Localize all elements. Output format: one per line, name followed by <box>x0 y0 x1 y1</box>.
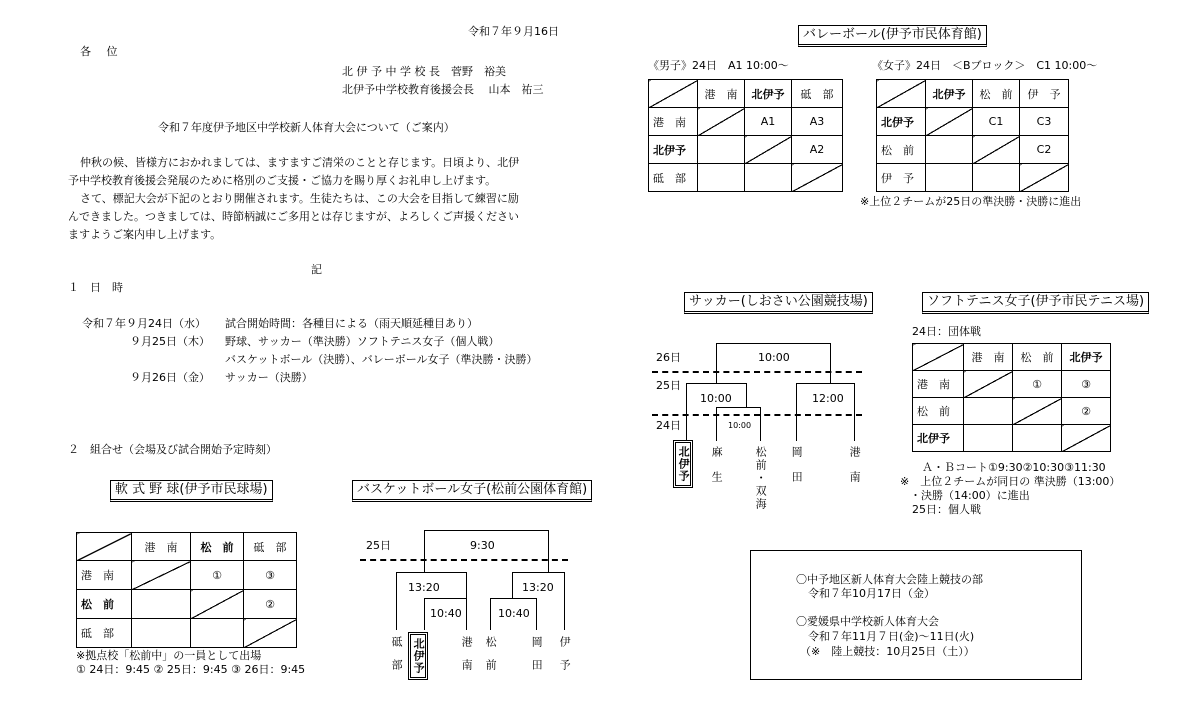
row-header: 松 前 <box>877 136 926 164</box>
soccer-day25: 25日 <box>656 379 681 392</box>
tennis-table <box>912 343 1111 452</box>
table-cell <box>973 164 1020 192</box>
schedule-date: 令和７年９月24日（水） <box>82 317 206 330</box>
volleyball-girls-table <box>876 79 1069 192</box>
row-header: 北伊予 <box>913 425 964 452</box>
notice-line: 〇中予地区新人体育大会陸上競技の部 <box>796 573 983 586</box>
col-header: 松 前 <box>191 533 244 561</box>
table-cell <box>964 398 1013 425</box>
table-cell: ③ <box>1062 371 1111 398</box>
table-cell: ③ <box>244 561 297 590</box>
basketball-sf1-time: 13:20 <box>408 581 440 594</box>
letter-sender-association: 北伊予中学校教育後援会長 山本 祐三 <box>342 83 544 96</box>
team-label-home: 北伊予 <box>408 632 428 680</box>
table-cell <box>964 425 1013 452</box>
table-cell: C3 <box>1020 108 1069 136</box>
table-cell <box>1013 398 1062 425</box>
row-header: 港 南 <box>77 561 132 590</box>
table-cell <box>698 136 745 164</box>
letter-ki: 記 <box>311 263 322 276</box>
team-label: 港南 <box>460 636 474 682</box>
table-cell <box>973 136 1020 164</box>
soccer-r1-time: 10:00 <box>728 421 752 430</box>
col-header: 港 南 <box>132 533 191 561</box>
row-header: 松 前 <box>77 590 132 619</box>
row-header: 砥 部 <box>77 619 132 648</box>
tennis-day25: 25日：個人戦 <box>912 503 981 516</box>
table-cell <box>1013 425 1062 452</box>
col-header: 港 南 <box>964 344 1013 371</box>
schedule-text: サッカー（決勝） <box>225 371 313 384</box>
team-label-home: 北伊予 <box>673 440 693 488</box>
table-cell <box>745 164 792 192</box>
volleyball-boys-heading: 《男子》24日 A1 10:00～ <box>648 59 789 72</box>
table-cell: ① <box>191 561 244 590</box>
schedule-text: 試合開始時間：各種目による（雨天順延種目あり） <box>225 317 478 330</box>
schedule-date: ９月25日（木） <box>130 335 210 348</box>
notice-line: 令和７年11月７日(金)～11日(火) <box>808 630 975 643</box>
table-cell: ② <box>244 590 297 619</box>
baseball-note: ※拠点校「松前中」の一員として出場 <box>76 649 262 662</box>
volleyball-girls-heading: 《女子》24日 ＜Bブロック＞ C1 10:00～ <box>872 59 1098 72</box>
team-label: 伊予 <box>558 636 572 682</box>
table-cell <box>745 136 792 164</box>
team-label: 松前 <box>484 636 498 682</box>
row-header: 松 前 <box>913 398 964 425</box>
row-header: 伊 予 <box>877 164 926 192</box>
soccer-sf1-time: 10:00 <box>700 392 732 405</box>
table-cell <box>926 136 973 164</box>
letter-body-line: んできました。つきましては、時節柄誠にご多用とは存じますが、よろしくご声援ください <box>68 210 519 223</box>
table-cell <box>926 164 973 192</box>
col-header: 北伊予 <box>1062 344 1111 371</box>
table-cell <box>132 561 191 590</box>
basketball-sf2-time: 13:20 <box>522 581 554 594</box>
letter-title: 令和７年度伊予地区中学校新人体育大会について（ご案内） <box>158 121 455 134</box>
volleyball-note: ※上位２チームが25日の準決勝・決勝に進出 <box>860 195 1082 208</box>
team-label: 麻生 <box>710 446 724 496</box>
soccer-sf2-time: 12:00 <box>812 392 844 405</box>
row-header: 北伊予 <box>877 108 926 136</box>
letter-sender-principal: 北 伊 予 中 学 校 長 菅野 裕美 <box>342 65 506 78</box>
team-label: 砥部 <box>390 636 404 682</box>
section-datetime-heading: １ 日 時 <box>68 281 123 294</box>
table-cell <box>698 164 745 192</box>
basketball-title: バスケットボール女子(松前公園体育館) <box>352 480 592 502</box>
table-cell: ① <box>1013 371 1062 398</box>
table-cell <box>698 108 745 136</box>
tennis-court-times: Ａ・Ｂコート①9:30②10:30③11:30 <box>922 461 1106 474</box>
volleyball-boys-table <box>648 79 843 192</box>
soccer-day26: 26日 <box>656 351 681 364</box>
basketball-day: 25日 <box>366 539 391 552</box>
row-header: 港 南 <box>649 108 698 136</box>
baseball-table <box>76 532 297 648</box>
notice-line: 〇愛媛県中学校新人体育大会 <box>796 615 939 628</box>
table-cell <box>926 108 973 136</box>
col-header: 砥 部 <box>244 533 297 561</box>
soccer-final-time: 10:00 <box>758 351 790 364</box>
basketball-final-time: 9:30 <box>470 539 495 552</box>
letter-recipient: 各 位 <box>80 45 124 58</box>
table-cell: C1 <box>973 108 1020 136</box>
tennis-note: ・決勝（14:00）に進出 <box>910 489 1030 502</box>
letter-body-line: ますようご案内申し上げます。 <box>68 228 222 241</box>
soccer-day24: 24日 <box>656 419 681 432</box>
col-header: 北伊予 <box>926 80 973 108</box>
table-cell: A2 <box>792 136 843 164</box>
team-label: 岡田 <box>790 446 804 496</box>
letter-body-line: さて、標記大会が下記のとおり開催されます。生徒たちは、この大会を目指して練習に励 <box>80 192 519 205</box>
table-cell: ② <box>1062 398 1111 425</box>
table-cell <box>1020 164 1069 192</box>
team-label: 岡田 <box>530 636 544 682</box>
tennis-note: ※ 上位２チームが同日の 準決勝（13:00） <box>900 475 1121 488</box>
basketball-qf2-time: 10:40 <box>498 607 530 620</box>
notice-line: （※ 陸上競技：10月25日（土）） <box>800 645 975 658</box>
baseball-times: ① 24日：9:45 ② 25日：9:45 ③ 26日：9:45 <box>76 663 306 676</box>
row-header: 港 南 <box>913 371 964 398</box>
schedule-text: バスケットボール（決勝）、バレーボール女子（準決勝・決勝） <box>225 353 538 366</box>
volleyball-title: バレーボール(伊予市民体育館) <box>798 25 987 47</box>
table-cell <box>191 619 244 648</box>
team-label: 港南 <box>848 446 862 496</box>
col-header: 砥 部 <box>792 80 843 108</box>
table-cell <box>132 590 191 619</box>
col-header: 伊 予 <box>1020 80 1069 108</box>
section-matchups-heading: ２ 組合せ（会場及び試合開始予定時刻） <box>68 443 277 456</box>
col-header: 松 前 <box>973 80 1020 108</box>
table-cell <box>964 371 1013 398</box>
baseball-title: 軟 式 野 球(伊予市民球場) <box>110 480 273 502</box>
soccer-title: サッカー(しおさい公園競技場) <box>684 292 873 314</box>
table-cell <box>792 164 843 192</box>
tennis-day24: 24日：団体戦 <box>912 325 981 338</box>
row-header: 砥 部 <box>649 164 698 192</box>
team-label: 松前・双海 <box>754 446 768 511</box>
letter-body-line: 仲秋の候、皆様方におかれましては、ますますご清栄のことと存じます。日頃より、北伊 <box>80 156 520 169</box>
notice-line: 令和７年10月17日（金） <box>808 587 935 600</box>
table-cell: A1 <box>745 108 792 136</box>
table-cell <box>1062 425 1111 452</box>
table-cell <box>244 619 297 648</box>
basketball-qf1-time: 10:40 <box>430 607 462 620</box>
letter-body-line: 予中学校教育後援会発展のために格別のご支援・ご協力を賜り厚くお礼申し上げます。 <box>68 174 497 187</box>
schedule-text: 野球、サッカー（準決勝）ソフトテニス女子（個人戦） <box>225 335 500 348</box>
col-header: 北伊予 <box>745 80 792 108</box>
letter-date: 令和７年９月16日 <box>468 25 559 38</box>
col-header: 港 南 <box>698 80 745 108</box>
tennis-title: ソフトテニス女子(伊予市民テニス場) <box>922 292 1149 314</box>
table-cell <box>191 590 244 619</box>
col-header: 松 前 <box>1013 344 1062 371</box>
table-cell <box>132 619 191 648</box>
table-cell: A3 <box>792 108 843 136</box>
schedule-date: ９月26日（金） <box>130 371 210 384</box>
table-cell: C2 <box>1020 136 1069 164</box>
row-header: 北伊予 <box>649 136 698 164</box>
